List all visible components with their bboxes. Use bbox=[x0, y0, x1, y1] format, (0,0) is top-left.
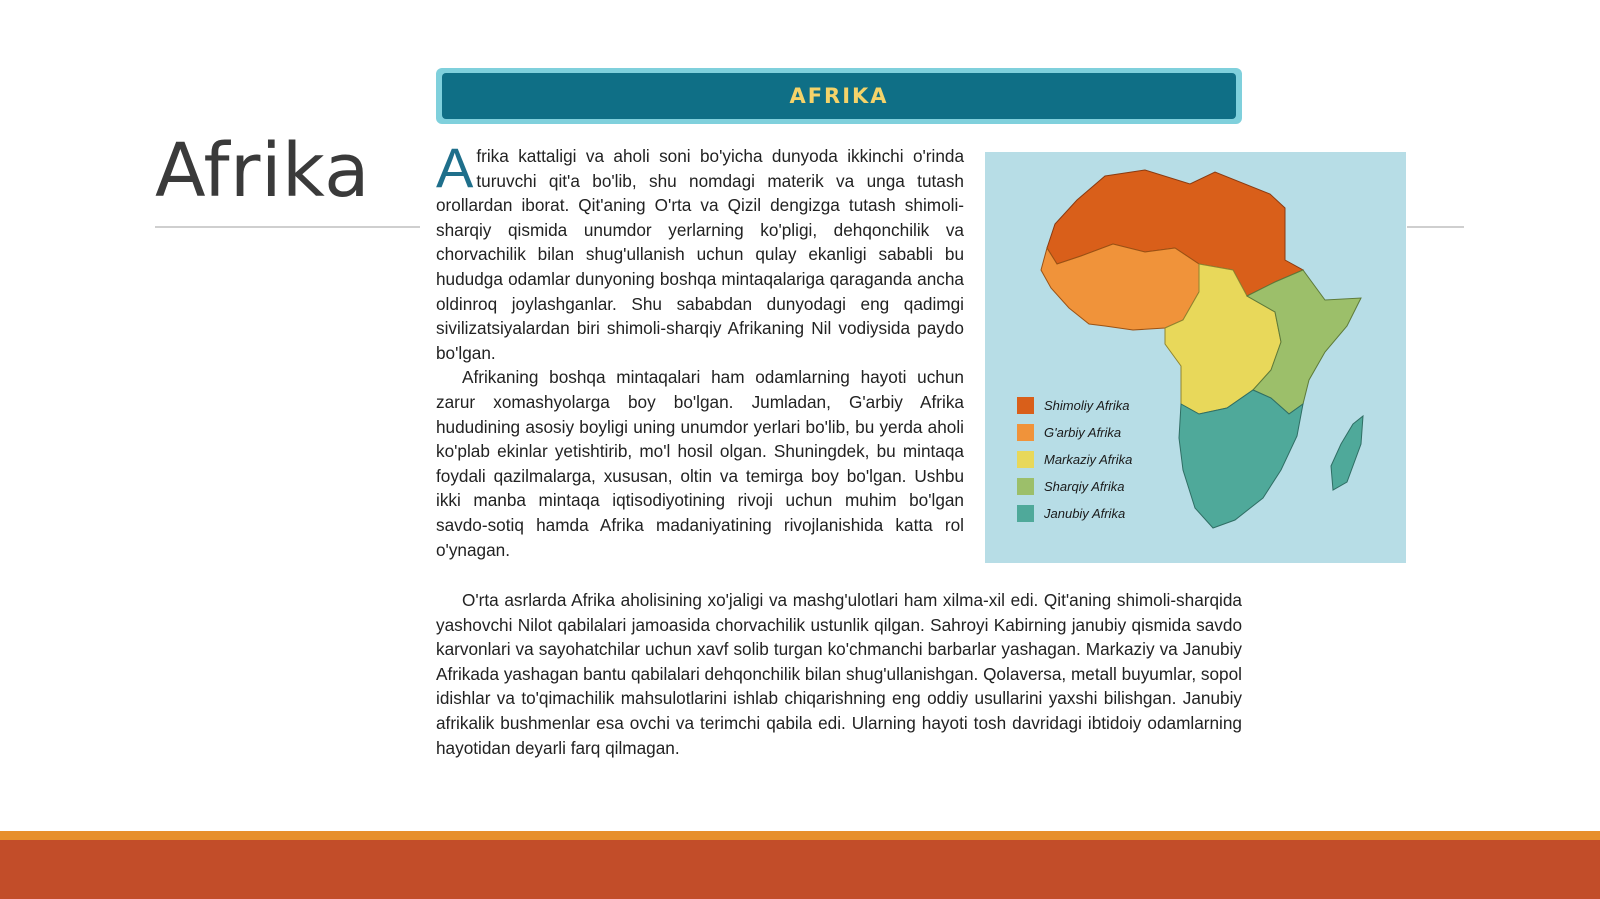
legend-item bbox=[1017, 419, 1132, 446]
drop-cap: A bbox=[436, 136, 474, 199]
region-madagascar bbox=[1331, 416, 1363, 490]
legend-swatch-west bbox=[1017, 424, 1034, 441]
text-column bbox=[436, 136, 964, 562]
title-underline-left bbox=[155, 226, 420, 228]
legend-swatch-east bbox=[1017, 478, 1034, 495]
legend-swatch-central bbox=[1017, 451, 1034, 468]
banner-title: AFRIKA bbox=[789, 84, 889, 108]
footer-bar bbox=[0, 840, 1600, 899]
paragraph-2: Afrikaning boshqa mintaqalari ham odamlarning hayoti uchun zarur xomashyolarga boy bo'lgan. Jumladan, G'arbiy Afrika hududining asosiy boyligi uning unumdor yerlari bo'lib, bu yerda aholi ko'plab ekinlar yetishtirib, mo'l hosil olgan. Shuningdek, bu mintaqa foydali qazilmalarga, xususan, oltin va temirga boy bo'lgan. Ushbu ikki manba mintaqa iqtisodiyotining rivoji uchun muhim bo'lgan savdo-sotiq hamda Afrika madaniyatining rivojlanishida katta rol o'ynagan. bbox=[436, 367, 964, 560]
paragraph-3: O'rta asrlarda Afrika aholisining xo'jaligi va mashg'ulotlari ham xilma-xil edi. Qit'aning shimoli-sharqida yashovchi Nilot qabilalari jamoasida chorvachilik ustunlik qilgan. Sahroyi Kabirning janubiy qismida savdo karvonlari va sayohatchilar uchun xavf solib turgan ko'chmanchi barbarlar yashagan. Markaziy va Janubiy Afrikada yashagan bantu qabilalari dehqonchilik bilan shug'ullanishgan. Qolaversa, metall buyumlar, sopol idishlar va to'qimachilik mahsulotlarini ishlab chiqarishning eng oddiy usullarini yaxshi bilishgan. Janubiy afrikalik bushmenlar esa ovchi va terimchi qabila edi. Ularning hayoti tosh davridagi ibtidoiy odamlarning hayotidan deyarli farq qilmagan. bbox=[436, 590, 1242, 758]
legend-label: Shimoliy Afrika bbox=[1044, 398, 1130, 413]
footer-accent-line bbox=[0, 831, 1600, 840]
legend-swatch-south bbox=[1017, 505, 1034, 522]
legend-label: Sharqiy Afrika bbox=[1044, 479, 1125, 494]
paragraph-1-text: frika kattaligi va aholi soni bo'yicha dunyoda ikkinchi o'rinda turuvchi qit'a bo'lib, shu nomdagi materik va unga tutash orollardan iborat. Qit'aning O'rta va Qizil dengizga tutash shimoli-sharqiy qismida unumdor yerlarning ko'pligi, dehqonchilik va chorvachilik bilan shug'ullanish uchun qulay ekanligi sababli bu hududga odamlar dunyoning boshqa mintaqalariga qaraganda ancha oldinroq joylashganlar. Shu sababdan dunyodagi eng qadimgi sivilizatsiyalardan biri shimoli-sharqiy Afrikaning Nil vodiysida paydo bo'lgan. bbox=[436, 146, 964, 363]
paragraph-1 bbox=[436, 136, 964, 365]
legend-item bbox=[1017, 500, 1132, 527]
legend-label: G'arbiy Afrika bbox=[1044, 425, 1122, 440]
text-wide bbox=[436, 588, 1242, 760]
legend-label: Markaziy Afrika bbox=[1044, 452, 1133, 467]
legend-item bbox=[1017, 473, 1132, 500]
legend-swatch-north bbox=[1017, 397, 1034, 414]
section-banner bbox=[436, 68, 1242, 124]
africa-map bbox=[985, 152, 1406, 563]
section-banner-inner bbox=[442, 73, 1236, 119]
title-underline-right bbox=[1407, 226, 1464, 228]
legend-label: Janubiy Afrika bbox=[1044, 506, 1126, 521]
legend-item bbox=[1017, 392, 1132, 419]
map-legend bbox=[1017, 392, 1132, 527]
slide-title: Afrika bbox=[155, 128, 370, 214]
legend-item bbox=[1017, 446, 1132, 473]
